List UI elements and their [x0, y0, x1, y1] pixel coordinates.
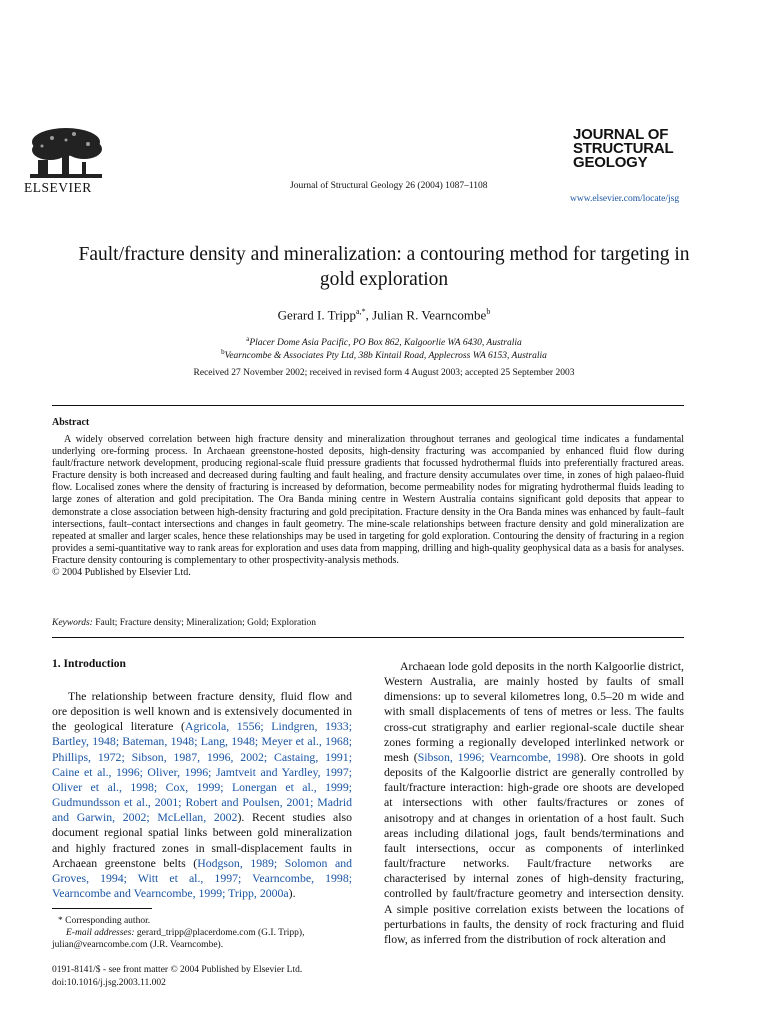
author-mark: a,* [356, 307, 366, 316]
author-name: Gerard I. Tripp [277, 307, 357, 323]
divider [52, 405, 684, 406]
affiliation-text: Vearncombe & Associates Pty Ltd, 38b Kintail Road, Applecross WA 6153, Australia [224, 351, 547, 362]
affiliation-text: Placer Dome Asia Pacific, PO Box 862, Kalgoorlie WA 6430, Australia [249, 338, 522, 349]
abstract-heading: Abstract [52, 417, 90, 428]
paragraph-text: ). Recent studies also document regional spatial links between gold mineralization and highly fractured zones in small-displacement faults in Archaean greenstone belts ( [52, 810, 352, 870]
author-mark: b [486, 307, 491, 316]
paragraph-text: Archaean lode gold deposits in the north Kalgoorlie district, Western Australia, are mainly hosted by faults of small dimensions: up to several kilometres long, 0.5–20 m wide and with small displacements of tens of metres or less. The faults cross-cut stratigraphy and earlier regional-scale ductile shear zones forming a regionally developed interlinked network or mesh ( [384, 659, 684, 764]
reference-link[interactable]: Agricola, 1556; Lindgren, 1933; Bartley, 1948; Bateman, 1948; Lang, 1948; Meyer et al., 1968; Phillips, 1972; Sibson, 1987, 1996, 2002; Castaing, 1991; Caine et al., 1996; Oliver, 1996; Jamtveit and Yardley, 1997; Oliver et al., 1998; Cox, 1999; Lonergan et al., 1999; Gudmundsson et al., 2001; Robert and Poulsen, 2001; Madrid and Garwin, 2002; McLellan, 2002 [52, 719, 352, 825]
journal-citation: Journal of Structural Geology 26 (2004) 1087–1108 [290, 181, 488, 191]
publisher-name: ELSEVIER [24, 180, 92, 195]
affiliation-mark: b [221, 348, 225, 356]
abstract-copyright: © 2004 Published by Elsevier Ltd. [52, 567, 191, 579]
email-label: E-mail addresses: [66, 928, 135, 938]
received-dates: Received 27 November 2002; received in revised form 4 August 2003; accepted 25 September 2003 [193, 368, 575, 378]
author-name: Julian R. Vearncombe [372, 307, 487, 323]
divider [52, 637, 684, 638]
affiliation [0, 335, 768, 348]
issn-line: 0191-8141/$ - see front matter © 2004 Published by Elsevier Ltd. [52, 965, 303, 975]
keywords [52, 618, 316, 628]
footnote-divider [52, 908, 152, 909]
section-heading: 1. Introduction [52, 658, 126, 670]
column-left [52, 689, 352, 901]
author-list [0, 307, 768, 323]
abstract-text: A widely observed correlation between high fracture density and mineralization throughout terranes and geological time indicates a fundamental underlying ore-forming process. In Archaean greenstone-hosted deposits, high-density fracturing was accompanied by enhanced fluid flow during fault/fracture network development, producing regional-scale fluid pressure gradients that focussed hydrothermal fluids into preferentially fractured areas. Fracture density is both increased and decreased during faulting and fault healing, and fracture density accumulates over time, in zones of high palaeo-fluid flow. Localised zones where the density of fracturing is increased by deformation, become permeability nodes for migrating hydrothermal fluids leading to large zones of alteration and gold precipitation. The Ora Banda mining centre in Western Australia contains significant gold deposits that appear to demonstrate a close association between high-density fracturing and gold precipitation. Fracture density in the Ora Banda mines was enhanced by fault–fault intersections, fault–contact intersections and changes in fault geometry. The mine-scale relationships between fracture density and gold mineralization are repeated at smaller and larger scales, hence these relationships may be used in targeting for gold exploration. Contouring the density of fracturing in a region provides a semi-quantitative way to rank areas for exploration and uses data from mapping, drilling and high-quality geophysical data as a basis for analyses. Fracture density contouring is complementary to other prospectivity-analysis methods. [52, 434, 684, 566]
paragraph [384, 659, 684, 947]
author-separator: , [365, 307, 373, 323]
email-addresses: gerard_tripp@placerdome.com (G.I. Tripp), julian@vearncombe.com (J.R. Vearncombe). [52, 928, 305, 950]
paragraph-text: ). [288, 886, 296, 901]
doi-line: doi:10.1016/j.jsg.2003.11.002 [52, 977, 166, 988]
paragraph-text: ). Ore shoots in gold deposits of the Kalgoorlie district are generally controlled by fault/fracture interaction: high-grade ore shoots are developed at intersections with other faults/fractures or zones of anisotropy and at changes in orientation of a host fault. Such areas including dilational jogs, fault bends/terminations and fault intersections, occur as components of interlinked fault/fracture networks. Fault/fracture networks are characterised by internal zones of high-density fracturing, controlled by fault/fracture geometry and intersection density. A simple positive correlation exists between the locations of perturbations in faults, the density of rock fracturing and fluid flow, as inferred from the distribution of rock alteration and [384, 749, 685, 946]
keywords-label: Keywords: [52, 618, 93, 628]
affiliation [0, 348, 768, 361]
keywords-text: Fault; Fracture density; Mineralization; Gold; Exploration [95, 618, 317, 628]
affiliation-mark: a [246, 335, 250, 343]
reference-link[interactable]: Sibson, 1996; Vearncombe, 1998 [417, 749, 580, 764]
footnote-emails [52, 927, 352, 951]
paragraph-text: The relationship between fracture density, fluid flow and ore deposition is well known and is extensively documented in the geological literature ( [52, 689, 352, 734]
footnote-corresponding [52, 915, 352, 927]
footnote-corresponding-text: Corresponding author. [65, 916, 151, 926]
article-title: Fault/fracture density and mineralization: a contouring method for targeting in gold exploration [78, 244, 690, 290]
abstract-body [52, 434, 684, 579]
paragraph [52, 689, 352, 901]
elsevier-tree-logo [22, 124, 108, 182]
journal-title-logo: JOURNAL OF STRUCTURAL GEOLOGY [573, 126, 674, 171]
reference-link[interactable]: Hodgson, 1989; Solomon and Groves, 1994; Witt et al., 1997; Vearncombe, 1998; Vearncombe and Vearncombe, 1999; Tripp, 2000a [52, 855, 352, 901]
footnote [52, 915, 352, 951]
column-right [384, 659, 684, 947]
front-matter [52, 964, 302, 989]
journal-url-link[interactable]: www.elsevier.com/locate/jsg [570, 194, 680, 204]
footnote-star: * [58, 916, 63, 926]
